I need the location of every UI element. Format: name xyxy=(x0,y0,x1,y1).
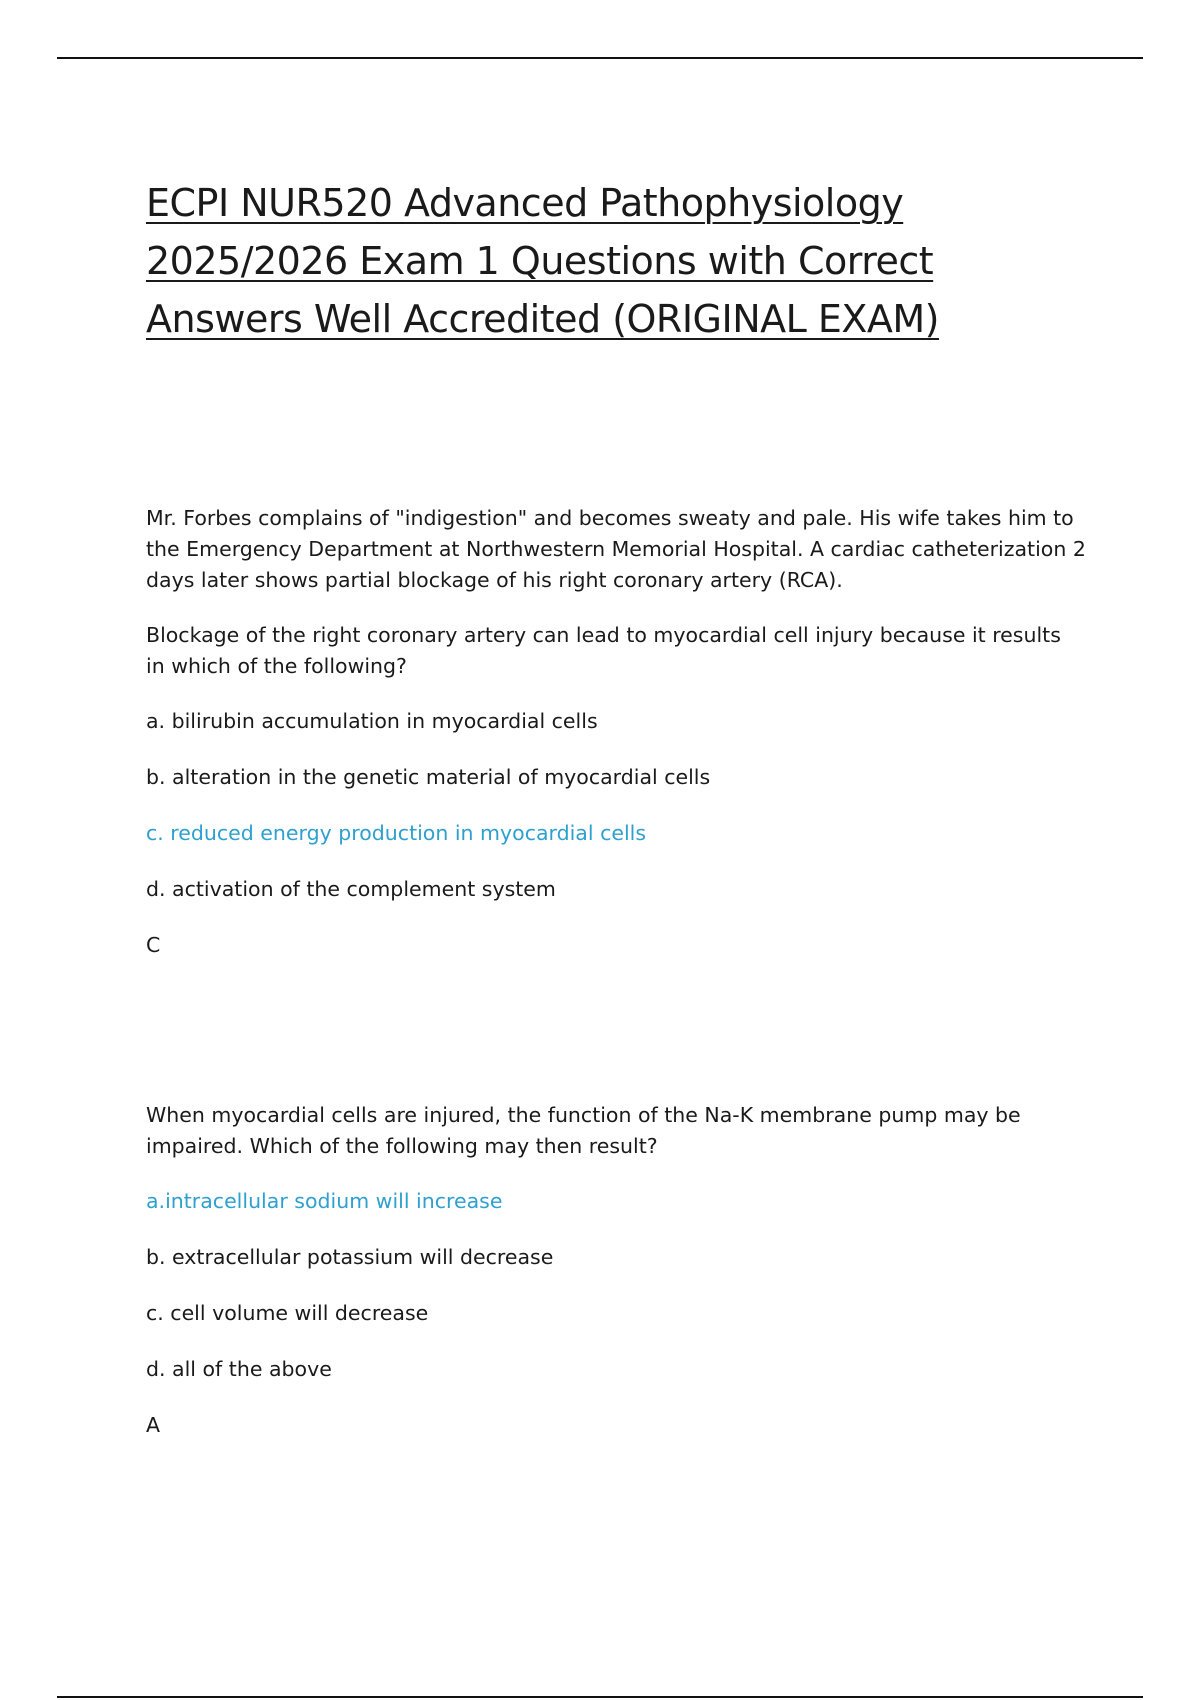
question-2-option-d: d. all of the above xyxy=(146,1357,332,1381)
top-rule xyxy=(57,57,1143,59)
question-1-prompt: Blockage of the right coronary artery can lead to myocardial cell injury because it results in which of the following? xyxy=(146,623,1061,678)
question-1 xyxy=(146,503,1086,961)
question-1-option-c: c. reduced energy production in myocardial cells xyxy=(146,821,647,845)
question-1-option-b: b. alteration in the genetic material of myocardial cells xyxy=(146,765,711,789)
question-2-answer: A xyxy=(146,1413,161,1437)
page-title: ECPI NUR520 Advanced Pathophysiology 2025/2026 Exam 1 Questions with Correct Answers Well Accredited (ORIGINAL EXAM) xyxy=(146,181,940,341)
question-1-answer: C xyxy=(146,933,161,957)
question-2-prompt: When myocardial cells are injured, the function of the Na-K membrane pump may be impaired. Which of the following may then result? xyxy=(146,1103,1021,1158)
bottom-rule xyxy=(57,1696,1143,1698)
question-2-option-a: a.intracellular sodium will increase xyxy=(146,1189,503,1213)
question-2 xyxy=(146,1100,1086,1441)
question-1-option-a: a. bilirubin accumulation in myocardial cells xyxy=(146,709,598,733)
question-2-option-b: b. extracellular potassium will decrease xyxy=(146,1245,554,1269)
question-1-scenario: Mr. Forbes complains of "indigestion" and becomes sweaty and pale. His wife takes him to the Emergency Department at Northwestern Memorial Hospital. A cardiac catheterization 2 days later shows partial blockage of his right coronary artery (RCA). xyxy=(146,506,1086,592)
question-1-option-d: d. activation of the complement system xyxy=(146,877,556,901)
question-2-option-c: c. cell volume will decrease xyxy=(146,1301,429,1325)
